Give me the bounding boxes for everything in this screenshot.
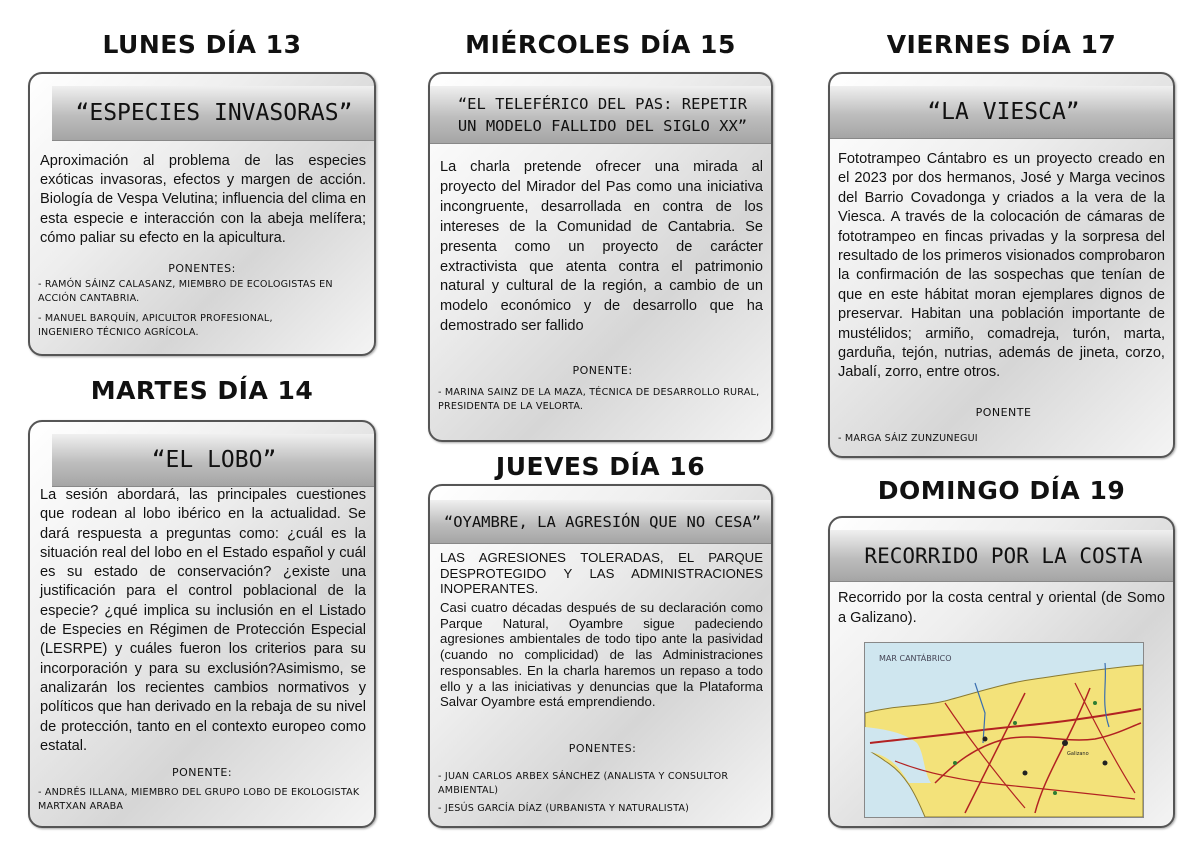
day-title-lunes: LUNES DÍA 13 — [102, 30, 302, 59]
ponentes-label: PONENTE — [975, 406, 1032, 419]
card-subtitle-oyambre: LAS AGRESIONES TOLERADAS, EL PARQUE DESPROTEGIDO Y LAS ADMINISTRACIONES INOPERANTES. — [440, 550, 763, 596]
card-title-text: “OYAMBRE, LA AGRESIÓN QUE NO CESA” — [443, 512, 762, 531]
card-title-text: “LA VIESCA” — [927, 99, 1080, 125]
card-body-especies-invasoras: Aproximación al problema de las especies exóticas invasoras, efectos y margen de acción. Biología de Vespa Velutina; influencia del clima en esta especie e interacción con la abeja melífera; cómo paliar su efecto en la apicultura. — [40, 153, 366, 246]
ponentes-label: PONENTES: — [168, 262, 236, 275]
ponente-item: - JESÚS GARCÍA DÍAZ (URBANISTA Y NATURALISTA) — [438, 803, 690, 814]
map-sea-label: MAR CANTÁBRICO — [879, 654, 952, 663]
card-title-teleferico — [430, 86, 773, 144]
card-recorrido-costa — [828, 516, 1175, 828]
card-title-text: “ESPECIES INVASORAS” — [75, 100, 353, 126]
card-title-text: “EL LOBO” — [151, 447, 277, 473]
card-la-viesca — [828, 72, 1175, 458]
ponente-item: - MARINA SAINZ DE LA MAZA, TÉCNICA DE DESARROLLO RURAL, PRESIDENTA DE LA VELORTA. — [438, 387, 760, 412]
card-title-recorrido — [830, 530, 1175, 582]
ponentes-label: PONENTE: — [171, 766, 233, 779]
card-teleferico-del-pas — [428, 72, 773, 442]
ponentes-label: PONENTE: — [572, 364, 633, 377]
day-title-jueves: JUEVES DÍA 16 — [495, 452, 706, 481]
map-town-label: Galizano — [1067, 751, 1089, 757]
day-title-domingo: DOMINGO DÍA 19 — [877, 476, 1126, 505]
card-especies-invasoras — [28, 72, 376, 356]
ponentes-label: PONENTES: — [568, 742, 637, 755]
card-title-oyambre — [430, 500, 773, 544]
card-title-especies-invasoras — [52, 86, 376, 141]
coast-map — [864, 642, 1144, 818]
card-title-text: “EL TELEFÉRICO DEL PAS: REPETIR UN MODELO FALLIDO DEL SIGLO XX” — [457, 94, 748, 135]
card-body-oyambre: Casi cuatro décadas después de su declaración como Parque Natural, Oyambre sigue padeciendo agresiones ambientales de todo tipo ante la pasividad (cuando no complicidad) de las Administraciones responsables. En la charla haremos un repaso a todo ello y a las iniciativas y denuncias que la Plataforma Salvar Oyambre está emprendiendo. — [440, 600, 763, 710]
ponente-item: - RAMÓN SÁINZ CALASANZ, MIEMBRO DE ECOLOGISTAS EN ACCIÓN CANTABRIA. — [38, 279, 333, 304]
ponente-item: - ANDRÉS ILLANA, MIEMBRO DEL GRUPO LOBO DE EKOLOGISTAK MARTXAN ARABA — [38, 787, 360, 812]
card-body-recorrido: Recorrido por la costa central y oriental (de Somo a Galizano). — [838, 590, 1165, 626]
ponente-item: - MARGA SÁIZ ZUNZUNEGUI — [838, 433, 978, 444]
card-body-la-viesca: Fototrampeo Cántabro es un proyecto creado en el 2023 por dos hermanos, José y Marga vecinos del Barrio Covadonga y criados a la vera de la Viesca. A través de la colocación de cámaras de fototrampeo en fincas privadas y la sorpresa del resultado de los primeros visionados comprobaron la confirmación de las sospechas que tenían de que en este hábitat moran ejemplares dignos de preservar. Habitan una población importante de mustélidos; armiño, comadreja, turón, marta, garduña, tejón, nutrias, además de jineta, corzo, Jabalí, zorro, entre otros. — [838, 151, 1165, 381]
day-title-miercoles: MIÉRCOLES DÍA 15 — [465, 30, 736, 59]
card-title-text: RECORRIDO POR LA COSTA — [864, 543, 1143, 568]
card-body-teleferico: La charla pretende ofrecer una mirada al proyecto del Mirador del Pas como una iniciativa incongruente, desarrollada en contra de los intereses de la Comunidad de Cantabria. Se presenta como un proyecto de carácter extractivista que atenta contra el patrimonio natural y cultural de la región, a cambio de un modelo económico y de desarrollo que ha demostrado ser fallido — [440, 159, 763, 335]
card-title-la-viesca — [830, 86, 1175, 139]
coast-map-image — [865, 643, 1143, 817]
card-oyambre — [428, 484, 773, 828]
ponente-item: - MANUEL BARQUÍN, APICULTOR PROFESIONAL, INGENIERO TÉCNICO AGRÍCOLA. — [38, 313, 273, 338]
day-title-viernes: VIERNES DÍA 17 — [886, 30, 1117, 59]
card-el-lobo — [28, 420, 376, 828]
card-title-el-lobo — [52, 434, 376, 487]
card-body-el-lobo: La sesión abordará, las principales cuestiones que rodean al lobo ibérico en la actualidad. Se dará respuesta a preguntas como: ¿cuál es la situación real del lobo en el Estado español y cuál es su estado de conservación? ¿existe una justificación para el control poblacional de la especie? ¿qué implica su inclusión en el Listado de Especies en Régimen de Protección Especial (LESRPE) y cuáles fueron los criterios para su incorporación y para su exclusión?Asimismo, se analizarán los recientes cambios normativos y políticos que han derivado en la rebaja de su nivel de protección, tanto en el contexto europeo como estatal. — [40, 487, 366, 754]
day-title-martes: MARTES DÍA 14 — [90, 376, 314, 405]
ponente-item: - JUAN CARLOS ARBEX SÁNCHEZ (ANALISTA Y CONSULTOR AMBIENTAL) — [438, 771, 729, 796]
